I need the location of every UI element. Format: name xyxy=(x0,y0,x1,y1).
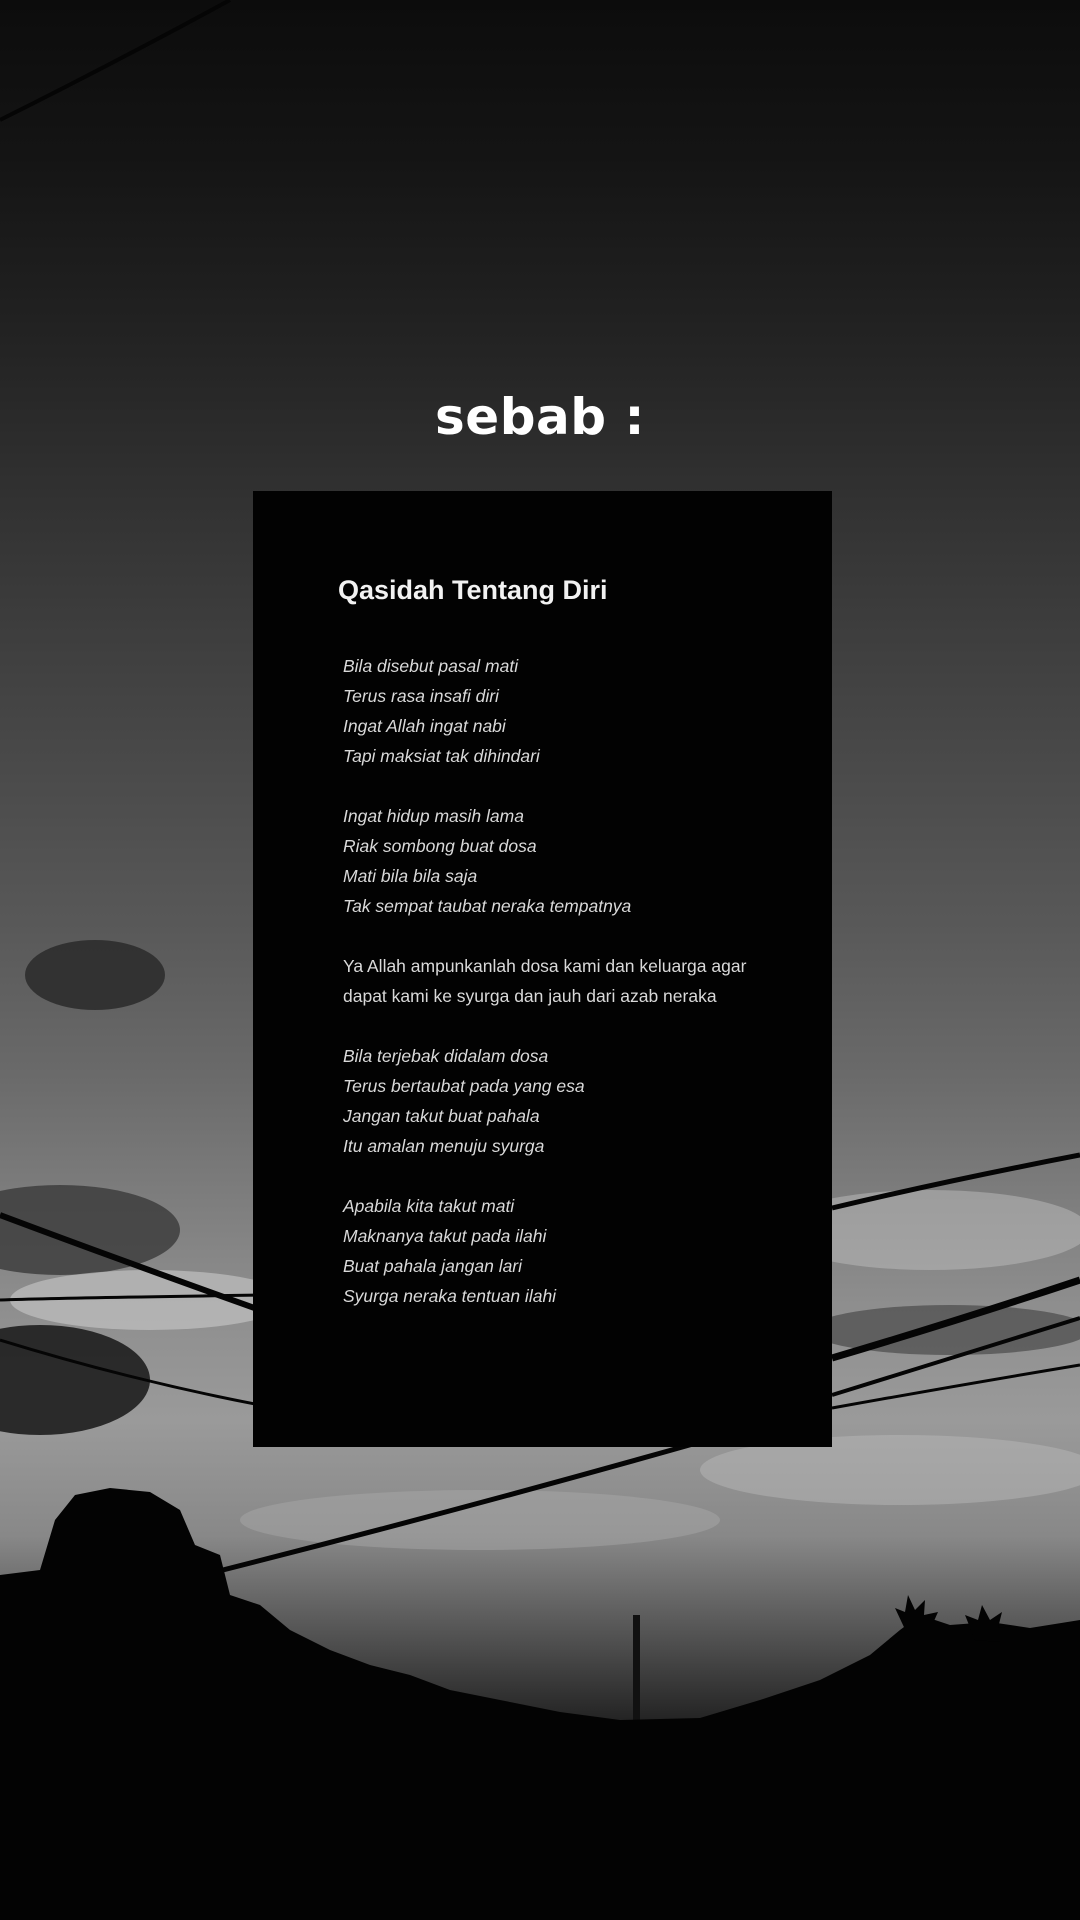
stanza xyxy=(343,1191,763,1311)
poem-line: Ingat hidup masih lama xyxy=(343,806,524,826)
poem-line: Tapi maksiat tak dihindari xyxy=(343,746,540,766)
poem-line: Ingat Allah ingat nabi xyxy=(343,716,506,736)
hill-silhouette xyxy=(0,1488,1080,1920)
dark-cloud xyxy=(0,1185,180,1275)
heading-text: sebab : xyxy=(435,388,645,446)
poem-card xyxy=(253,491,832,1447)
utility-pole xyxy=(633,1615,640,1730)
poem-line: Tak sempat taubat neraka tempatnya xyxy=(343,896,632,916)
poem-title: Qasidah Tentang Diri xyxy=(338,575,608,605)
poem-body xyxy=(343,651,763,1341)
poem-line: Jangan takut buat pahala xyxy=(343,1106,540,1126)
poem-line: Bila disebut pasal mati xyxy=(343,656,519,676)
poem-line: Buat pahala jangan lari xyxy=(343,1256,523,1276)
power-line xyxy=(832,1365,1080,1408)
poem-line: Terus bertaubat pada yang esa xyxy=(343,1076,585,1096)
poem-line: Terus rasa insafi diri xyxy=(343,686,499,706)
dark-cloud xyxy=(0,1325,150,1435)
poem-line: Mati bila bila saja xyxy=(343,866,478,886)
stanza xyxy=(343,1041,763,1161)
power-line xyxy=(0,0,230,120)
prayer-text: Ya Allah ampunkanlah dosa kami dan keluarga agar dapat kami ke syurga dan jauh dari azab neraka xyxy=(343,956,747,1006)
poem-line: Syurga neraka tentuan ilahi xyxy=(343,1286,557,1306)
stanza xyxy=(343,801,763,921)
poem-line: Apabila kita takut mati xyxy=(343,1196,515,1216)
poem-line: Maknanya takut pada ilahi xyxy=(343,1226,547,1246)
dark-cloud xyxy=(25,940,165,1010)
poem-line: Riak sombong buat dosa xyxy=(343,836,537,856)
poem-line: Itu amalan menuju syurga xyxy=(343,1136,545,1156)
light-cloud xyxy=(240,1490,720,1550)
stanza xyxy=(343,651,763,771)
poem-line: Bila terjebak didalam dosa xyxy=(343,1046,549,1066)
